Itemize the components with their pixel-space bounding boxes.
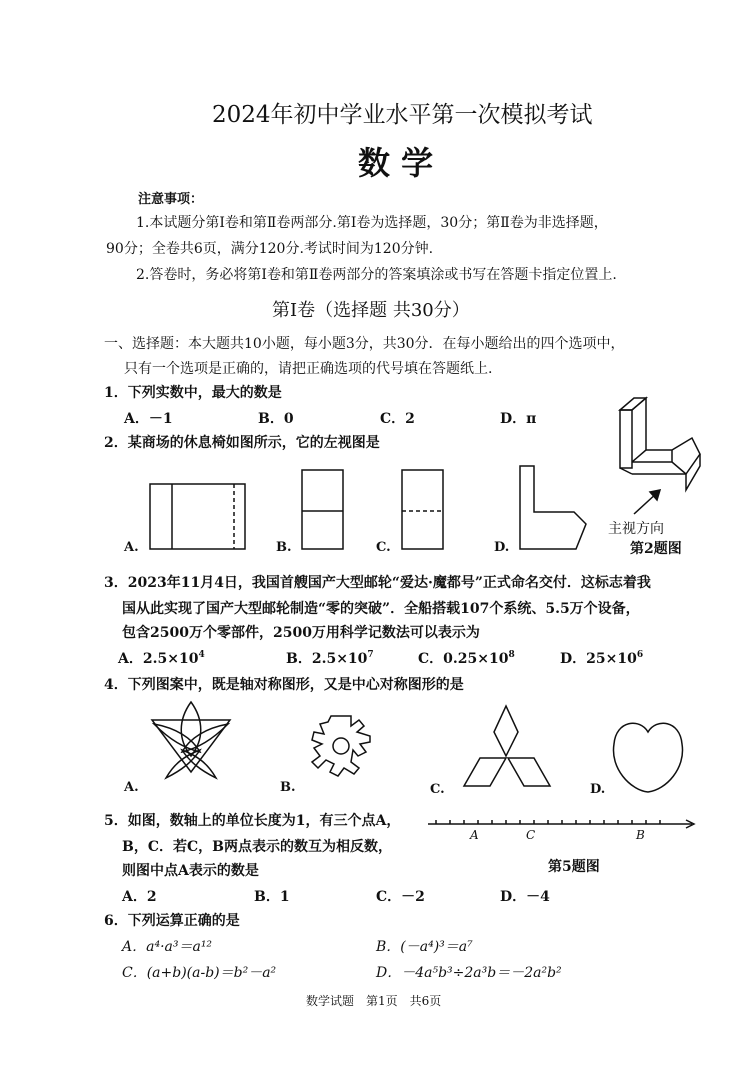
section-instruction-2: 只有一个选项是正确的，请把正确选项的代号填在答题纸上. bbox=[124, 361, 493, 377]
q4-option-b-figure bbox=[304, 712, 378, 782]
section-instruction-1: 一、选择题：本大题共10小题，每小题3分，共30分．在每小题给出的四个选项中， bbox=[104, 336, 625, 352]
q1-option-b: B．0 bbox=[258, 411, 294, 427]
q3-option-d: D．$25\times 10^6$ bbox=[560, 650, 644, 667]
q4-option-a: A. bbox=[124, 780, 139, 795]
q6-stem: 6．下列运算正确的是 bbox=[104, 913, 240, 929]
notice-item-1b: 90分；全卷共6页，满分120分.考试时间为120分钟. bbox=[106, 241, 434, 257]
q4-option-b: B. bbox=[280, 780, 296, 795]
view-direction-arrow bbox=[630, 486, 670, 518]
exam-title: 2024年初中学业水平第一次模拟考试 bbox=[212, 102, 593, 128]
q3-option-c: C．$0.25\times 10^8$ bbox=[418, 650, 515, 667]
page-footer: 数学试题 第1页 共6页 bbox=[306, 994, 442, 1008]
q5-option-b: B．1 bbox=[254, 889, 290, 905]
q4-stem: 4．下列图案中，既是轴对称图形，又是中心对称图形的是 bbox=[104, 677, 464, 693]
notice-item-2: 2.答卷时，务必将第Ⅰ卷和第Ⅱ卷两部分的答案填涂或书写在答题卡指定位置上. bbox=[136, 267, 617, 283]
view-direction-label: 主视方向 bbox=[608, 521, 664, 537]
q6-option-c: C．(a+b)(a-b)＝b²－a² bbox=[122, 965, 277, 981]
number-line bbox=[428, 814, 698, 834]
q2-option-a: A. bbox=[124, 540, 139, 555]
q2-stem: 2．某商场的休息椅如图所示，它的左视图是 bbox=[104, 435, 380, 451]
q3-option-b: B．$2.5\times 10^7$ bbox=[286, 650, 374, 667]
q5-option-d: D．－4 bbox=[500, 889, 550, 905]
q5-stem-line-1: 5．如图，数轴上的单位长度为1，有三个点A， bbox=[104, 813, 401, 829]
q2-option-d: D. bbox=[494, 540, 510, 555]
q4-option-d: D. bbox=[590, 782, 606, 797]
q2-option-c: C. bbox=[376, 540, 391, 555]
q5-stem-line-3: 则图中点A表示的数是 bbox=[122, 863, 259, 879]
q6-option-d: D．－4a⁵b³÷2a³b＝－2a²b² bbox=[376, 965, 562, 981]
q5-figure-caption: 第5题图 bbox=[548, 859, 600, 875]
q2-option-c-figure bbox=[402, 470, 444, 550]
q2-option-a-figure bbox=[150, 484, 246, 550]
q5-stem-line-2: B，C．若C，B两点表示的数互为相反数， bbox=[122, 839, 392, 855]
q5-option-c: C．－2 bbox=[376, 889, 425, 905]
q3-option-a: A．$2.5\times 10^4$ bbox=[118, 650, 205, 667]
q1-option-d: D．π bbox=[500, 411, 537, 427]
notice-heading: 注意事项： bbox=[138, 192, 204, 207]
q6-option-a: A．a⁴·a³＝a¹² bbox=[122, 939, 213, 955]
q3-stem-line-1: 3．2023年11月4日，我国首艘国产大型邮轮“爱达·魔都号”正式命名交付．这标志着我 bbox=[104, 575, 651, 591]
q4-option-a-figure bbox=[148, 700, 234, 782]
q2-figure-caption: 第2题图 bbox=[630, 541, 682, 557]
notice-item-1a: 1.本试题分第Ⅰ卷和第Ⅱ卷两部分.第Ⅰ卷为选择题，30分；第Ⅱ卷为非选择题， bbox=[136, 215, 608, 231]
q3-stem-line-2: 国从此实现了国产大型邮轮制造“零的突破”．全船搭载107个系统、5.5万个设备， bbox=[122, 601, 640, 617]
q4-option-c: C. bbox=[430, 782, 445, 797]
q5-option-a: A．2 bbox=[122, 889, 157, 905]
point-a-label: A bbox=[470, 828, 479, 842]
q1-option-c: C．2 bbox=[380, 411, 415, 427]
point-c-label: C bbox=[526, 828, 536, 842]
q1-stem: 1．下列实数中，最大的数是 bbox=[104, 385, 282, 401]
q1-option-a: A．－1 bbox=[124, 411, 173, 427]
q2-option-d-figure bbox=[518, 466, 588, 550]
q6-option-b: B．(－a⁴)³＝a⁷ bbox=[376, 939, 473, 955]
section-title: 第Ⅰ卷（选择题 共30分） bbox=[272, 300, 470, 321]
subject-title: 数 学 bbox=[358, 144, 434, 182]
point-b-label: B bbox=[636, 828, 645, 842]
q3-stem-line-3: 包含2500万个零部件，2500万用科学记数法可以表示为 bbox=[122, 625, 480, 641]
q4-option-d-figure bbox=[610, 716, 686, 794]
q2-option-b: B. bbox=[276, 540, 292, 555]
q4-option-c-figure bbox=[460, 702, 554, 792]
q2-option-b-figure bbox=[302, 470, 344, 550]
